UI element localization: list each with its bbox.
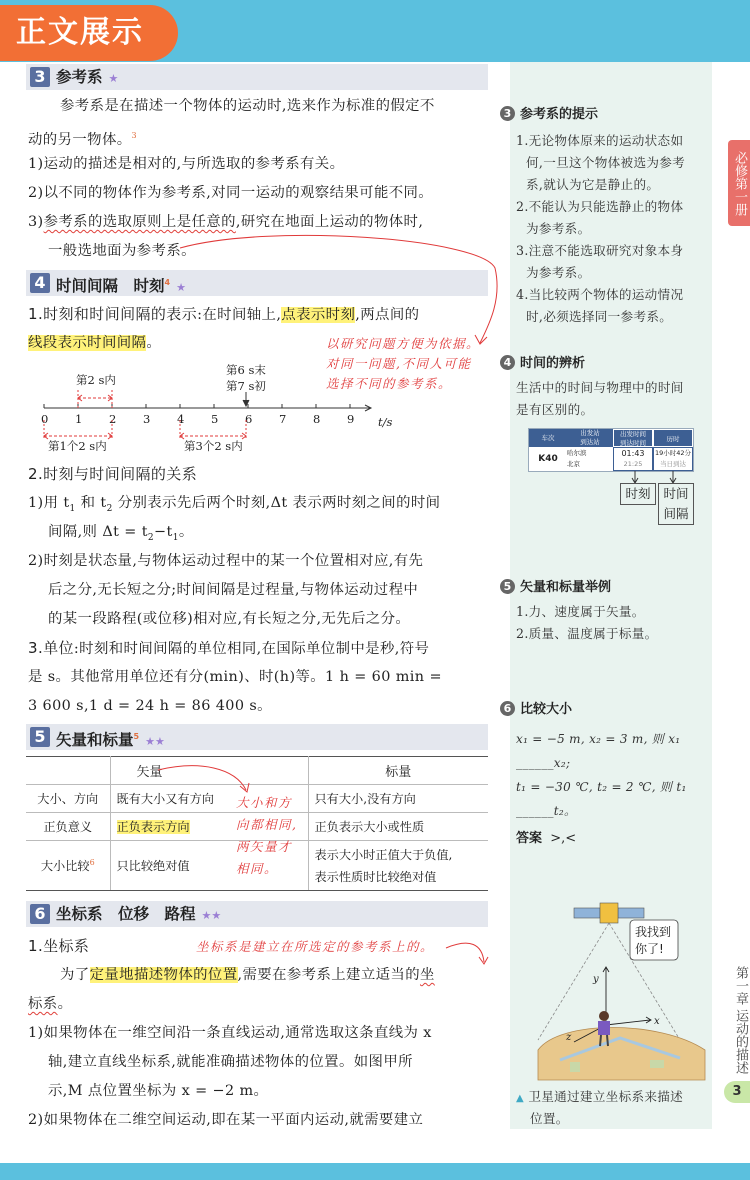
label-7th-begin: 第7 s初 [226,379,266,393]
text: 间隔 [663,506,689,521]
difficulty-star-icon: ★ [108,72,119,85]
line: ______x₂; [516,756,571,770]
difficulty-star-icon: ★★ [145,735,165,749]
line: 3.注意不能选取研究对象本身 [516,243,684,258]
heading-text: 矢量和标量举例 [520,580,612,595]
text: 19小时42分 [654,449,692,457]
solar-panel-left [574,908,600,918]
bottom-color-band [0,1163,750,1180]
note-line: 两矢量才 [236,839,293,854]
text: ,需要在参考系上建立适当的 [237,967,420,983]
text: −t [154,524,173,540]
highlighted-text: 正负表示方向 [116,820,190,834]
list-item-cont: 后之分,无长短之分;时间间隔是过程量,与物体运动过程中 [48,582,419,598]
ticket-stations [567,447,613,471]
list-item: 1)运动的描述是相对的,与所选取的参考系有关。 [28,156,345,172]
difficulty-star-icon: ★ [176,281,186,295]
ticket-col: 历时 [653,429,693,447]
note-number: 3 [500,106,515,121]
row-scalar [308,841,488,891]
subscript: 2 [106,503,113,514]
text: 时间 [663,486,689,501]
text: 卫星通过建立坐标系来描述 [528,1089,684,1104]
line: 1.无论物体原来的运动状态如 [516,133,684,148]
text: 当日到达 [660,460,686,468]
section-3-header [26,64,488,90]
text: 出发时间 [620,430,646,438]
line: 2.质量、温度属于标量。 [516,626,658,641]
handwritten-note [236,792,308,880]
axis-tick-label: 0 [41,412,49,426]
header-vector: 矢量 [110,757,308,785]
ground [538,1028,705,1081]
text: 。 [146,335,162,351]
paragraph [28,634,498,664]
highlighted-text: 线段表示时间间隔 [28,335,147,351]
section-title: 时间间隔 时刻 [56,277,165,296]
line: 系,就认为它是静止的。 [526,177,660,192]
note-line: 选择不同的参考系。 [326,376,453,391]
line: 为参考系。 [526,221,591,236]
highlighted-text: 定量地描述物体的位置 [89,967,238,983]
row-key: 正负意义 [26,813,110,841]
subheading: 3.单位 [28,639,74,657]
text: 哈尔滨 [567,449,587,457]
note-line: 向都相同, [236,817,298,832]
ticket-col: 车次 [541,434,555,442]
list-item-cont: 轴,建立直线坐标系,就能准确描述物体的位置。如图甲所 [48,1054,413,1070]
line: 何,一旦这个物体被选为参考 [526,155,686,170]
text: 到达站 [580,438,600,446]
page-number: 3 [724,1081,750,1103]
line: 为参考系。 [526,265,591,280]
text: 间隔,则 Δt = t [48,524,148,540]
label-box-moment: 时刻 [620,483,656,505]
axis-tick-label: 3 [143,412,151,426]
section-5-header [26,724,488,750]
section-number: 3 [30,67,50,87]
note-ref: 3 [131,131,138,140]
time-axis-diagram [30,360,400,460]
figure-caption [516,1087,712,1129]
paragraph [60,961,500,990]
label-third-2s: 第3个2 s内 [184,439,243,453]
paragraph [28,990,498,1019]
section-number: 6 [30,904,50,924]
sidebar-text [500,377,710,421]
line: t₁ = −30 ℃, t₂ = 2 ℃, 则 t₁ [516,780,687,794]
subheading [28,460,498,490]
axis-unit: t/s [378,415,393,429]
note-ref: 6 [89,857,95,867]
text: 大小比较 [40,859,90,873]
note-line: 对同一问题,不同人可能 [326,356,472,371]
sidebar-heading [500,579,710,597]
note-number: 6 [500,701,515,716]
section-title: 坐标系 位移 路程 [56,905,196,923]
axis-tick-label: 1 [75,412,83,426]
heading-text: 参考系的提示 [520,107,599,122]
volume-tab: 必修第一册 [728,140,750,226]
ticket-train: K40 [538,454,558,464]
answer-value: >,< [550,831,577,846]
paragraph: 是 s。其他常用单位还有分(min)、时(h)等。1 h = 60 min = [28,669,442,685]
subheading: 1.时刻和时间间隔的表示 [28,305,198,323]
sidebar-heading [500,701,710,719]
text: 1)用 t [28,495,70,511]
text: 参考系是在描述一个物体的运动时,选来作为标准的假定不 [60,98,435,114]
subheading [28,932,168,962]
answer-line [500,827,710,846]
line: 4.当比较两个物体的运动情况 [516,287,684,302]
line: x₁ = −5 m, x₂ = 3 m, 则 x₁ [516,732,681,746]
row-vector: 只比较绝对值 [110,841,308,891]
list-item-cont: 示,M 点位置坐标为 x = −2 m。 [48,1083,269,1099]
section-6-header [26,901,488,927]
heading-text: 比较大小 [520,702,573,717]
row-scalar: 正负表示大小或性质 [308,813,488,841]
sidebar-text [500,601,710,645]
axis-tick-label: 7 [279,412,287,426]
underlined-text: 坐 [419,967,435,983]
axis-tick-label: 8 [313,412,321,426]
list-item: 2)时刻是状态量,与物体运动过程中的某一个位置相对应,有先 [28,553,424,569]
list-item: 2)以不同的物体作为参考系,对同一运动的观察结果可能不同。 [28,185,434,201]
row-key [26,841,110,891]
heading-text: 时间的辨析 [520,356,586,371]
text: ,两点间的 [355,307,420,323]
label-6th-end: 第6 s末 [226,363,266,377]
paragraph: 3 600 s,1 d = 24 h = 86 400 s。 [28,698,272,714]
axis-tick-label: 6 [245,412,253,426]
subscript: 2 [147,532,155,543]
chapter-label: 第一章 运动的描述 [733,966,748,1075]
note-ref: 5 [133,732,140,741]
axis-tick-label: 9 [347,412,355,426]
section-number: 5 [30,727,50,747]
answer-label: 答案 [516,831,543,846]
axis-z-label: z [566,1032,572,1043]
sidebar-note-6 [500,701,710,846]
text: 21:25 [623,460,643,468]
list-item-cont: 一般选地面为参考系。 [48,243,196,259]
page-title-badge: 正文展示 [0,5,178,61]
solar-panel-right [618,908,644,918]
ticket-duration [653,447,693,471]
line: 是有区别的。 [516,402,594,417]
note-number: 4 [500,355,515,370]
text: 到达时间 [620,439,646,447]
underlined-text: 标系 [28,996,58,1012]
note-line: 相同。 [236,861,279,876]
ticket-col [567,429,613,447]
text: 动的另一物体。 [28,131,132,148]
note-line: 大小和方 [236,795,293,810]
highlighted-text: 点表示时刻 [281,307,356,323]
text: 表示大小时正值大于负值, [314,847,453,862]
section-title: 参考系 [56,68,103,86]
label-2nd-second: 第2 s内 [76,373,116,387]
axis-tick-label: 4 [177,412,185,426]
ticket-header [529,429,693,447]
sidebar-note-5 [500,579,710,645]
line: 时,必须选择同一参考系。 [526,309,673,324]
text: 为了 [60,967,90,983]
list-item-cont: 的某一段路程(或位移)相对应,有长短之分,无先后之分。 [48,611,411,627]
caption-line [516,1087,712,1109]
header-empty [26,757,110,785]
text: 。 [178,524,194,540]
text: :在时间轴上, [197,307,282,323]
person-body [598,1021,610,1035]
axis-tick-label: 5 [211,412,219,426]
line: ______t₂。 [516,804,577,818]
subheading-text: 1.坐标系 [28,937,90,955]
label-first-2s: 第1个2 s内 [48,439,107,453]
satellite-coordinate-figure [530,890,710,1085]
ticket-row [529,447,693,471]
sidebar-note-3 [500,106,710,328]
list-item: 2)如果物体在二维空间运动,即在某一平面内运动,就需要建立 [28,1112,424,1128]
paragraph [60,92,500,121]
subscript: 1 [172,532,179,543]
ticket-col [613,429,653,447]
text: 出发站 [580,429,600,437]
label-box-interval [658,483,694,525]
sidebar-text [500,130,710,328]
note-ref: 4 [164,278,171,287]
section-number: 4 [30,273,50,293]
section-title: 矢量和标量 [56,731,134,750]
axis-y-label: y [593,974,599,985]
text: 01:43 [621,449,645,458]
line: 1.力、速度属于矢量。 [516,604,645,619]
sidebar-heading [500,106,710,124]
sidebar-note-4 [500,355,710,421]
handwritten-arrow [150,228,500,358]
row-vector: 既有大小又有方向 [110,785,308,813]
sidebar-text [500,727,710,823]
satellite-icon [600,903,618,923]
text: 分别表示先后两个时刻,Δt 表示两时刻之间的时间 [112,495,441,511]
ticket-times [613,447,653,471]
axis-tick-label: 2 [109,412,117,426]
underlined-text: 参考系的选取原则上是任意的 [43,214,236,230]
axis-x-label: x [654,1016,660,1027]
handwritten-note: 坐标系是建立在所选定的参考系上的。 [196,939,435,954]
line: 生活中的时间与物理中的时间 [516,380,684,395]
difficulty-star-icon: ★★ [201,909,222,922]
text: 表示性质时比较绝对值 [314,869,437,884]
speech-line-2: 你了! [635,942,664,956]
text: :时刻和时间间隔的单位相同,在国际单位制中是秒,符号 [73,641,430,657]
speech-line-1: 我找到 [635,925,672,939]
train-ticket-figure [528,428,694,472]
text: 和 t [75,495,107,511]
note-line: 以研究问题方便为依据。 [326,336,481,351]
triangle-icon: ▲ [516,1093,524,1104]
note-number: 5 [500,579,515,594]
line: 2.不能认为只能选静止的物体 [516,199,684,214]
sidebar-heading [500,355,710,373]
caption-line: 位置。 [530,1111,569,1126]
subheading-text: 2.时刻与时间间隔的关系 [28,465,198,483]
text: 。 [57,996,73,1012]
row-scalar: 只有大小,没有方向 [308,785,488,813]
text: 北京 [567,460,580,468]
handwritten-arrow [150,760,260,800]
header-scalar: 标量 [308,757,488,785]
text: ,研究在地面上运动的物体时, [235,214,424,230]
subscript: 1 [69,503,76,514]
person-icon [599,1011,609,1021]
list-item: 1)如果物体在一维空间沿一条直线运动,通常选取这条直线为 x [28,1025,432,1041]
row-key: 大小、方向 [26,785,110,813]
text: 3) [28,214,44,230]
